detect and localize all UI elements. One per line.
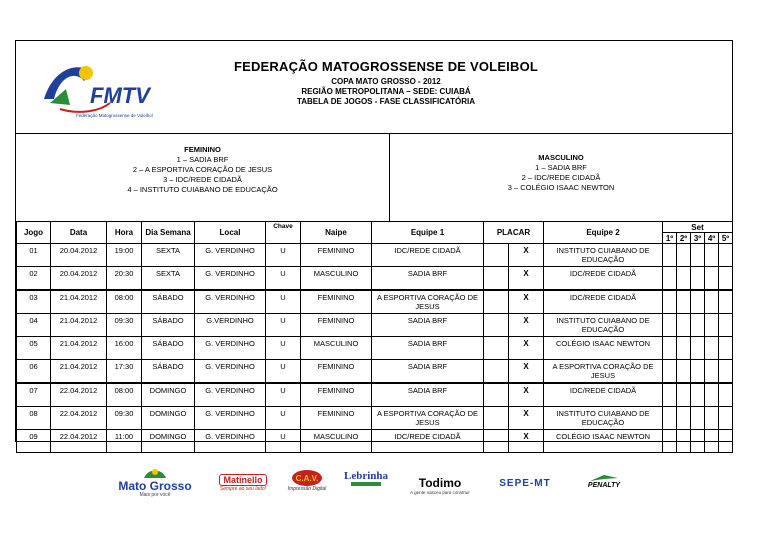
cell-jogo: 05 bbox=[17, 337, 51, 360]
col-set-5: 5º bbox=[719, 233, 733, 244]
document-frame bbox=[15, 40, 733, 442]
cell-equipe1: SADIA BRF bbox=[372, 360, 484, 384]
cell-hora: 20:30 bbox=[107, 267, 142, 291]
cell-hora: 11:00 bbox=[107, 430, 142, 453]
table-row bbox=[17, 360, 733, 384]
cell-equipe1: IDC/REDE CIDADÃ bbox=[372, 244, 484, 267]
cell-equipe1: SADIA BRF bbox=[372, 267, 484, 291]
group-team: 2 – IDC/REDE CIDADÃ bbox=[521, 173, 601, 182]
cell-dia: SÁBADO bbox=[142, 337, 195, 360]
group-team: 1 – SADIA BRF bbox=[176, 155, 229, 164]
cell-set-2 bbox=[677, 314, 691, 337]
cell-dia: SEXTA bbox=[142, 267, 195, 291]
cell-set-5 bbox=[719, 290, 733, 314]
cell-set-4 bbox=[705, 360, 719, 384]
cell-chave: U bbox=[266, 267, 301, 291]
table-row bbox=[17, 383, 733, 407]
cell-naipe: FEMININO bbox=[301, 407, 372, 430]
col-set-3: 3º bbox=[691, 233, 705, 244]
cell-placar: X bbox=[509, 360, 544, 384]
cell-equipe1: A ESPORTIVA CORAÇÃO DE JESUS bbox=[372, 407, 484, 430]
col-set-1: 1º bbox=[663, 233, 677, 244]
cell-set-2 bbox=[677, 407, 691, 430]
cell-placar: X bbox=[509, 430, 544, 453]
cell-hora: 17:30 bbox=[107, 360, 142, 384]
cell-local: G. VERDINHO bbox=[195, 430, 266, 453]
group-team: 3 – COLÉGIO ISAAC NEWTON bbox=[507, 183, 615, 192]
col-jogo: Jogo bbox=[17, 222, 51, 244]
cell-set-5 bbox=[719, 244, 733, 267]
cell-naipe: MASCULINO bbox=[301, 337, 372, 360]
groups-section bbox=[16, 133, 732, 222]
table-row bbox=[17, 430, 733, 453]
cell-equipe1: IDC/REDE CIDADÃ bbox=[372, 430, 484, 453]
cell-naipe: MASCULINO bbox=[301, 267, 372, 291]
cell-data: 21.04.2012 bbox=[51, 337, 107, 360]
col-local: Local bbox=[195, 222, 266, 244]
cell-equipe1: SADIA BRF bbox=[372, 314, 484, 337]
cell-dia: DOMINGO bbox=[142, 407, 195, 430]
sponsor-name: Matinello bbox=[219, 474, 266, 486]
cell-set-3 bbox=[691, 407, 705, 430]
cell-placar-home bbox=[484, 383, 509, 407]
cell-set-3 bbox=[691, 244, 705, 267]
cell-set-2 bbox=[677, 267, 691, 291]
sponsor-mato-grosso bbox=[110, 466, 200, 498]
sponsors-bar bbox=[0, 458, 768, 508]
cell-naipe: FEMININO bbox=[301, 360, 372, 384]
cell-dia: SEXTA bbox=[142, 244, 195, 267]
cell-hora: 08:00 bbox=[107, 290, 142, 314]
cell-equipe2: IDC/REDE CIDADÃ bbox=[544, 290, 663, 314]
cell-set-4 bbox=[705, 407, 719, 430]
cell-placar: X bbox=[509, 337, 544, 360]
cell-set-1 bbox=[663, 337, 677, 360]
cell-set-3 bbox=[691, 267, 705, 291]
sponsor-todimo bbox=[404, 476, 476, 495]
cell-dia: SÁBADO bbox=[142, 360, 195, 384]
sponsor-name: C.A.V. bbox=[292, 470, 322, 486]
cell-set-1 bbox=[663, 430, 677, 453]
cell-placar-home bbox=[484, 337, 509, 360]
cell-set-4 bbox=[705, 314, 719, 337]
cell-equipe2: INSTITUTO CUIABANO DE EDUCAÇÃO bbox=[544, 407, 663, 430]
cell-naipe: FEMININO bbox=[301, 244, 372, 267]
cell-set-5 bbox=[719, 337, 733, 360]
cell-hora: 09:30 bbox=[107, 407, 142, 430]
cell-set-1 bbox=[663, 383, 677, 407]
cell-set-2 bbox=[677, 430, 691, 453]
cell-data: 20.04.2012 bbox=[51, 244, 107, 267]
group-team: 1 – SADIA BRF bbox=[535, 163, 587, 172]
cell-set-1 bbox=[663, 290, 677, 314]
cell-set-4 bbox=[705, 430, 719, 453]
table-row bbox=[17, 337, 733, 360]
cell-equipe1: A ESPORTIVA CORAÇÃO DE JESUS bbox=[372, 290, 484, 314]
cell-jogo: 04 bbox=[17, 314, 51, 337]
table-row bbox=[17, 267, 733, 291]
cell-set-1 bbox=[663, 314, 677, 337]
cell-chave: U bbox=[266, 337, 301, 360]
cell-naipe: FEMININO bbox=[301, 383, 372, 407]
svg-text:FMTV: FMTV bbox=[90, 83, 150, 108]
cell-jogo: 09 bbox=[17, 430, 51, 453]
cell-hora: 16:00 bbox=[107, 337, 142, 360]
cell-equipe1: SADIA BRF bbox=[372, 383, 484, 407]
col-naipe: Naipe bbox=[301, 222, 372, 244]
cell-dia: SÁBADO bbox=[142, 314, 195, 337]
lebrinha-bar-icon bbox=[351, 482, 381, 486]
cell-set-1 bbox=[663, 360, 677, 384]
col-placar: PLACAR bbox=[484, 222, 544, 244]
cell-set-4 bbox=[705, 337, 719, 360]
cell-data: 21.04.2012 bbox=[51, 314, 107, 337]
group-team: 3 – IDC/REDE CIDADÃ bbox=[163, 175, 242, 184]
cell-jogo: 06 bbox=[17, 360, 51, 384]
cell-set-5 bbox=[719, 430, 733, 453]
cell-set-1 bbox=[663, 244, 677, 267]
federation-title: FEDERAÇÃO MATOGROSSENSE DE VOLEIBOL bbox=[233, 59, 539, 74]
cell-placar: X bbox=[509, 314, 544, 337]
cell-chave: U bbox=[266, 360, 301, 384]
cell-local: G. VERDINHO bbox=[195, 360, 266, 384]
cell-placar-home bbox=[484, 407, 509, 430]
group-team: 4 – INSTITUTO CUIABANO DE EDUCAÇÃO bbox=[127, 185, 278, 194]
cell-set-4 bbox=[705, 383, 719, 407]
cell-naipe: MASCULINO bbox=[301, 430, 372, 453]
col-dia: Dia Semana bbox=[142, 222, 195, 244]
sponsor-name: Todimo bbox=[418, 476, 462, 490]
competition-name: COPA MATO GROSSO - 2012 bbox=[331, 77, 441, 86]
sponsor-name: Mato Grosso bbox=[118, 479, 192, 493]
table-row bbox=[17, 290, 733, 314]
cell-dia: DOMINGO bbox=[142, 430, 195, 453]
cell-naipe: FEMININO bbox=[301, 290, 372, 314]
mato-grosso-icon bbox=[142, 466, 168, 480]
cell-equipe2: IDC/REDE CIDADÃ bbox=[544, 267, 663, 291]
phase-title: TABELA DE JOGOS - FASE CLASSIFICATÓRIA bbox=[296, 97, 476, 106]
col-equipe2: Equipe 2 bbox=[544, 222, 663, 244]
cell-dia: DOMINGO bbox=[142, 383, 195, 407]
group-masculino bbox=[390, 153, 732, 193]
cell-set-5 bbox=[719, 267, 733, 291]
col-data: Data bbox=[51, 222, 107, 244]
table-row bbox=[17, 244, 733, 267]
cell-set-3 bbox=[691, 314, 705, 337]
cell-set-5 bbox=[719, 407, 733, 430]
table-row bbox=[17, 314, 733, 337]
sponsor-sepe-mt bbox=[488, 478, 562, 489]
cell-placar-home bbox=[484, 314, 509, 337]
cell-chave: U bbox=[266, 314, 301, 337]
sponsor-tagline: Sempre ao seu lado! bbox=[219, 486, 267, 492]
cell-hora: 08:00 bbox=[107, 383, 142, 407]
svg-text:Federação Matogrossense de Vol: Federação Matogrossense de Voleibol bbox=[76, 113, 153, 118]
group-title: FEMININO bbox=[184, 145, 221, 154]
cell-set-2 bbox=[677, 290, 691, 314]
cell-placar-home bbox=[484, 267, 509, 291]
cell-jogo: 08 bbox=[17, 407, 51, 430]
sponsor-lebrinha bbox=[340, 470, 392, 486]
region-venue: REGIÃO METROPOLITANA – SEDE: CUIABÁ bbox=[301, 87, 471, 96]
cell-local: G.VERDINHO bbox=[195, 314, 266, 337]
group-team: 2 – A ESPORTIVA CORAÇÃO DE JESUS bbox=[132, 165, 273, 174]
cell-set-4 bbox=[705, 267, 719, 291]
games-table bbox=[16, 221, 733, 453]
cell-dia: SÁBADO bbox=[142, 290, 195, 314]
cell-set-2 bbox=[677, 244, 691, 267]
cell-hora: 09:30 bbox=[107, 314, 142, 337]
cell-set-3 bbox=[691, 290, 705, 314]
cell-jogo: 02 bbox=[17, 267, 51, 291]
cell-chave: U bbox=[266, 430, 301, 453]
sponsor-name: PENALTY bbox=[587, 482, 621, 489]
cell-data: 22.04.2012 bbox=[51, 383, 107, 407]
cell-equipe2: COLÉGIO ISAAC NEWTON bbox=[544, 337, 663, 360]
col-hora: Hora bbox=[107, 222, 142, 244]
cell-local: G. VERDINHO bbox=[195, 267, 266, 291]
cell-data: 22.04.2012 bbox=[51, 407, 107, 430]
cell-set-1 bbox=[663, 267, 677, 291]
col-chave: Chave bbox=[266, 222, 301, 244]
cell-local: G. VERDINHO bbox=[195, 244, 266, 267]
cell-set-2 bbox=[677, 383, 691, 407]
cell-equipe2: IDC/REDE CIDADÃ bbox=[544, 383, 663, 407]
cell-placar: X bbox=[509, 290, 544, 314]
cell-data: 22.04.2012 bbox=[51, 430, 107, 453]
penalty-swoosh-icon bbox=[588, 474, 620, 482]
cell-set-5 bbox=[719, 383, 733, 407]
cell-equipe2: COLÉGIO ISAAC NEWTON bbox=[544, 430, 663, 453]
cell-set-3 bbox=[691, 337, 705, 360]
cell-set-3 bbox=[691, 383, 705, 407]
cell-local: G. VERDINHO bbox=[195, 290, 266, 314]
cell-local: G. VERDINHO bbox=[195, 407, 266, 430]
cell-local: G. VERDINHO bbox=[195, 337, 266, 360]
cell-placar: X bbox=[509, 407, 544, 430]
cell-set-5 bbox=[719, 360, 733, 384]
cell-placar-home bbox=[484, 290, 509, 314]
cell-placar: X bbox=[509, 267, 544, 291]
cell-local: G. VERDINHO bbox=[195, 383, 266, 407]
cell-chave: U bbox=[266, 244, 301, 267]
group-title: MASCULINO bbox=[538, 153, 584, 162]
cell-set-3 bbox=[691, 430, 705, 453]
col-set-4: 4º bbox=[705, 233, 719, 244]
col-set: Set bbox=[663, 222, 733, 233]
title-block bbox=[196, 59, 576, 107]
cell-placar: X bbox=[509, 244, 544, 267]
cell-set-5 bbox=[719, 314, 733, 337]
cell-placar-home bbox=[484, 244, 509, 267]
cell-set-4 bbox=[705, 244, 719, 267]
cell-placar: X bbox=[509, 383, 544, 407]
table-row bbox=[17, 407, 733, 430]
cell-equipe2: INSTITUTO CUIABANO DE EDUCAÇÃO bbox=[544, 314, 663, 337]
cell-data: 21.04.2012 bbox=[51, 290, 107, 314]
cell-chave: U bbox=[266, 290, 301, 314]
cell-data: 21.04.2012 bbox=[51, 360, 107, 384]
sponsor-tagline: Impressão Digital bbox=[287, 486, 327, 492]
cell-jogo: 03 bbox=[17, 290, 51, 314]
cell-jogo: 07 bbox=[17, 383, 51, 407]
sponsor-name: SEPE-MT bbox=[499, 478, 551, 489]
fmtv-logo bbox=[40, 59, 170, 121]
col-equipe1: Equipe 1 bbox=[372, 222, 484, 244]
cell-jogo: 01 bbox=[17, 244, 51, 267]
sponsor-cav bbox=[282, 470, 332, 492]
header bbox=[16, 41, 732, 134]
cell-data: 20.04.2012 bbox=[51, 267, 107, 291]
sponsor-name: Lebrinha bbox=[343, 470, 388, 482]
cell-placar-home bbox=[484, 430, 509, 453]
cell-chave: U bbox=[266, 383, 301, 407]
cell-set-2 bbox=[677, 337, 691, 360]
group-feminino bbox=[16, 145, 389, 195]
sponsor-penalty bbox=[574, 474, 634, 489]
cell-set-1 bbox=[663, 407, 677, 430]
sponsor-matinello bbox=[212, 474, 274, 492]
cell-set-2 bbox=[677, 360, 691, 384]
cell-hora: 19:00 bbox=[107, 244, 142, 267]
cell-set-3 bbox=[691, 360, 705, 384]
cell-chave: U bbox=[266, 407, 301, 430]
sponsor-tagline: Mais por você bbox=[139, 492, 171, 498]
col-set-2: 2º bbox=[677, 233, 691, 244]
cell-naipe: FEMININO bbox=[301, 314, 372, 337]
cell-equipe1: SADIA BRF bbox=[372, 337, 484, 360]
cell-equipe2: A ESPORTIVA CORAÇÃO DE JESUS bbox=[544, 360, 663, 384]
cell-equipe2: INSTITUTO CUIABANO DE EDUCAÇÃO bbox=[544, 244, 663, 267]
cell-placar-home bbox=[484, 360, 509, 384]
sponsor-tagline: A gente nasceu para construir bbox=[410, 490, 470, 495]
cell-set-4 bbox=[705, 290, 719, 314]
